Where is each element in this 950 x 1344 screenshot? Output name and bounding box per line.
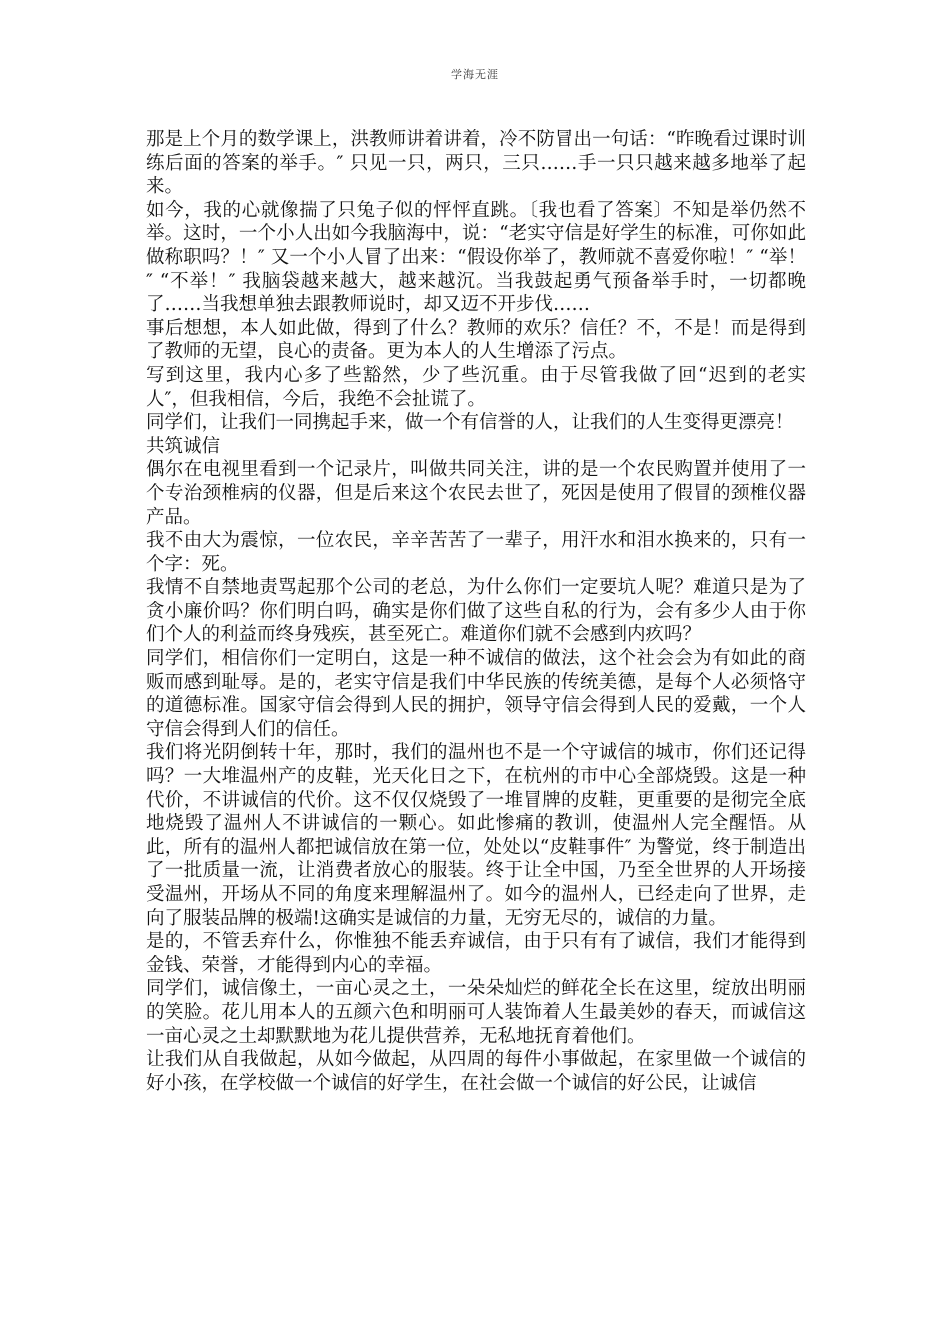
paragraph-10: 同学们，相信你们一定明白，这是一种不诚信的做法，这个社会会为有如此的商贩而感到耻辱。是的，老实守信是我们中华民族的传统美德，是每个人必须恪守的道德标准。国家守信会得到人民的拥护，领导守信会得到人民的爱戴，一个人守信会得到人们的信任。: [146, 648, 806, 740]
paragraph-9: 我情不自禁地责骂起那个公司的老总，为什么你们一定要坑人呢？难道只是为了贪小廉价吗？你们明白吗，确实是你们做了这些自私的行为，会有多少人由于你们个人的利益而终身残疾，甚至死亡。难道你们就不会感到内疚吗？: [146, 577, 806, 646]
paragraph-3: 事后想想，本人如此做，得到了什么？教师的欢乐？信任？不，不是！而是得到了教师的无望，良心的责备。更为本人的人生增添了污点。: [146, 317, 806, 363]
paragraph-14: 让我们从自我做起，从如今做起，从四周的每件小事做起，在家里做一个诚信的好小孩，在学校做一个诚信的好学生，在社会做一个诚信的好公民，让诚信: [146, 1049, 806, 1094]
paragraph-2: 如今，我的心就像揣了只兔子似的怦怦直跳。〔我也看了答案〕不知是举仍然不举。这时，一个小人出如今我脑海中，说：“老实守信是好学生的标准，可你如此做称职吗？！″ 又一个小人冒了出来：“假设你举了，教师就不喜爱你啦！″ “举！″ “不举！″ 我脑袋越来越大，越来越沉。当我鼓起勇气预备举手时，一切都晚了……当我想单独去跟教师说时，却又迈不开步伐……: [146, 199, 806, 316]
paragraph-1: 那是上个月的数学课上，洪教师讲着讲着，冷不防冒出一句话：“昨晚看过课时训练后面的答案的举手。″ 只见一只，两只，三只……手一只只越来越多地举了起来。: [146, 129, 806, 198]
paragraph-11: 我们将光阴倒转十年，那时，我们的温州也不是一个守诚信的城市，你们还记得吗？一大堆温州产的皮鞋，光天化日之下，在杭州的市中心全部烧毁。这是一种代价，不讲诚信的代价。这不仅仅烧毁了一堆冒牌的皮鞋，更重要的是彻完全底地烧毁了温州人不讲诚信的一颗心。如此惨痛的教训，使温州人完全醒悟。从此，所有的温州人都把诚信放在第一位，处处以“皮鞋事件″ 为警觉，终于制造出了一批质量一流，让消费者放心的服装。终于让全中国，乃至全世界的人开场接受温州，开场从不同的角度来理解温州了。如今的温州人，已经走向了世界，走向了服装品牌的极端!这确实是诚信的力量，无穷无尽的，诚信的力量。: [146, 742, 806, 929]
paragraph-8: 我不由大为震惊，一位农民，辛辛苦苦了一辈子，用汗水和泪水换来的，只有一个字：死。: [146, 530, 806, 575]
paragraph-12: 是的，不管丢弃什么，你惟独不能丢弃诚信，由于只有有了诚信，我们才能得到金钱、荣誉，才能得到内心的幸福。: [146, 931, 806, 976]
page-header: 学海无涯: [451, 68, 499, 81]
document-body: [146, 128, 806, 1095]
paragraph-13: 同学们，诚信像土，一亩心灵之土，一朵朵灿烂的鲜花全长在这里，绽放出明丽的笑脸。花儿用本人的五颜六色和明丽可人装饰着人生最美妙的春天，而诚信这一亩心灵之土却默默地为花儿提供营养，无私地抚育着他们。: [146, 978, 806, 1047]
paragraph-7: 偶尔在电视里看到一个记录片，叫做共同关注，讲的是一个农民购置并使用了一个专治颈椎病的仪器，但是后来这个农民去世了，死因是使用了假冒的颈椎仪器产品。: [146, 459, 806, 528]
section-title: 共筑诚信: [146, 435, 221, 457]
paragraph-5: 同学们，让我们一同携起手来，做一个有信誉的人，让我们的人生变得更漂亮！: [146, 412, 794, 434]
paragraph-4: 写到这里，我内心多了些豁然，少了些沉重。由于尽管我做了回“迟到的老实人″，但我相信，今后，我绝不会扯谎了。: [146, 364, 806, 410]
